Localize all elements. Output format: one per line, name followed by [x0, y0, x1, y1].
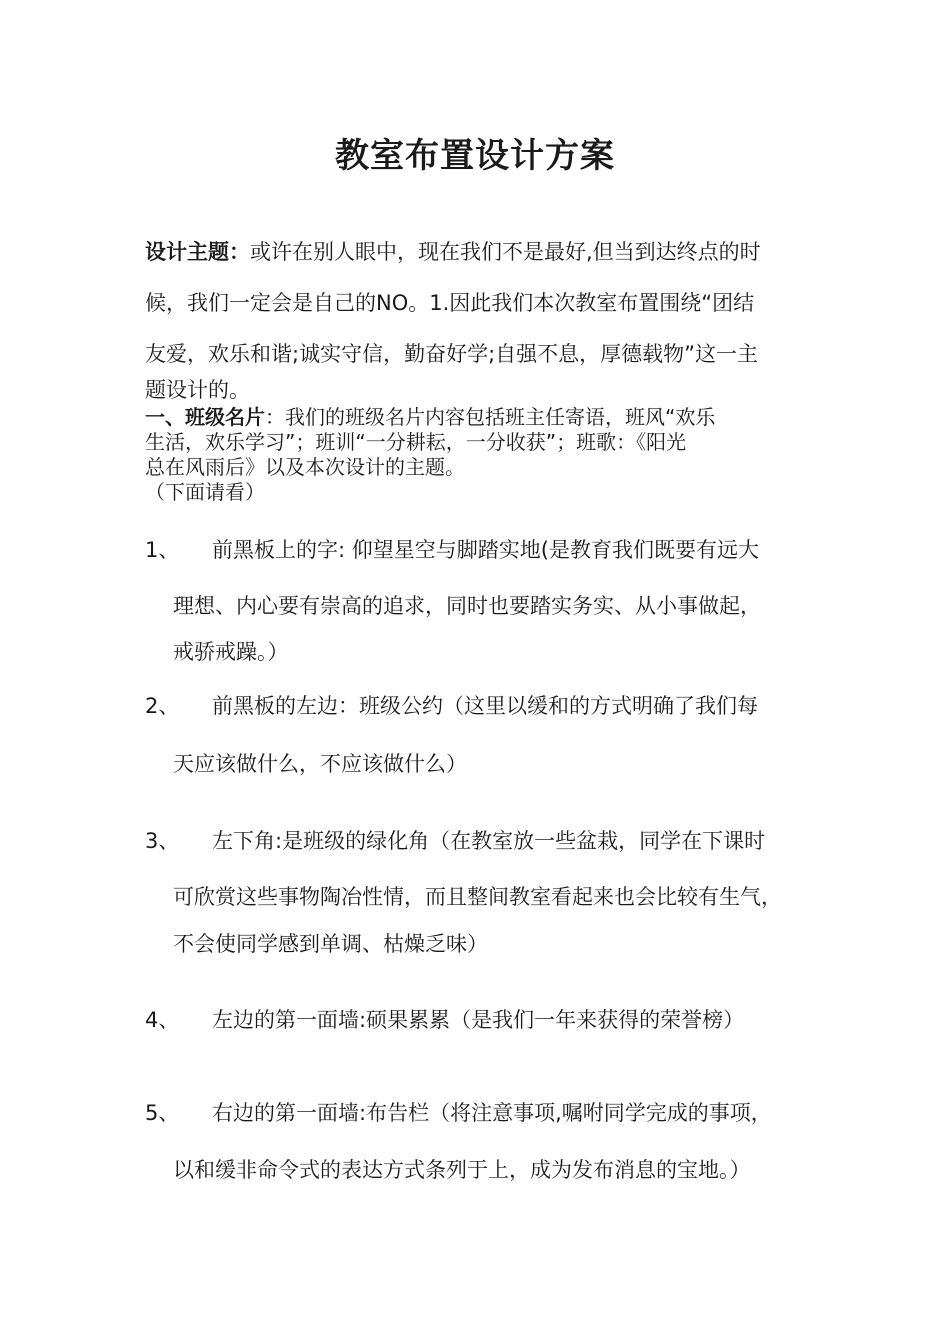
section1-line-2: 生活，欢乐学习”；班训“一分耕耘，一分收获”；班歌：《阳光: [145, 430, 687, 454]
item-5-text: 右边的第一面墙:布告栏（将注意事项,嘱咐同学完成的事项，: [212, 1101, 772, 1125]
theme-line-1: [145, 236, 761, 266]
item-1-text: 前黑板上的字: 仰望星空与脚踏实地(是教育我们既要有远大: [212, 538, 759, 562]
item-2-cont-1: 天应该做什么，不应该做什么）: [173, 752, 467, 776]
item-3-cont-2: 不会使同学感到单调、枯燥乏味）: [173, 932, 488, 956]
section1-label: 一、班级名片: [145, 405, 265, 429]
section1-text-1: ：我们的班级名片内容包括班主任寄语，班风“欢乐: [265, 405, 716, 429]
item-4-number: 4、: [145, 1008, 180, 1032]
item-3-number: 3、: [145, 829, 180, 853]
item-1-cont-2: 戒骄戒躁。）: [173, 640, 289, 664]
theme-text-1: 或许在别人眼中，现在我们不是最好,但当到达终点的时: [250, 240, 761, 264]
document-title: 教室布置设计方案: [335, 136, 615, 176]
item-4-text: 左边的第一面墙:硕果累累（是我们一年来获得的荣誉榜）: [212, 1008, 745, 1032]
item-5-cont-1: 以和缓非命令式的表达方式条列于上，成为发布消息的宝地。）: [173, 1158, 751, 1182]
item-1-cont-1: 理想、内心要有崇高的追求，同时也要踏实务实、从小事做起，: [173, 594, 761, 618]
item-3-text: 左下角:是班级的绿化角（在教室放一些盆栽，同学在下课时: [212, 829, 766, 853]
item-2-text: 前黑板的左边：班级公约（这里以缓和的方式明确了我们每: [212, 694, 758, 718]
item-3-cont-1: 可欣赏这些事物陶冶性情，而且整间教室看起来也会比较有生气，: [173, 885, 782, 909]
item-2-number: 2、: [145, 694, 180, 718]
section1-line-3: 总在风雨后》以及本次设计的主题。: [145, 455, 465, 479]
item-1-number: 1、: [145, 538, 180, 562]
section1-line-4: （下面请看）: [145, 480, 265, 504]
theme-line-2: 候，我们一定会是自己的NO。1.因此我们本次教室布置围绕“团结: [145, 291, 755, 315]
item-5-number: 5、: [145, 1101, 180, 1125]
theme-label: 设计主题：: [145, 240, 250, 264]
theme-line-3: 友爱，欢乐和谐;诚实守信，勤奋好学;自强不息，厚德载物”这一主: [145, 342, 759, 366]
theme-line-4: 题设计的。: [145, 378, 250, 402]
